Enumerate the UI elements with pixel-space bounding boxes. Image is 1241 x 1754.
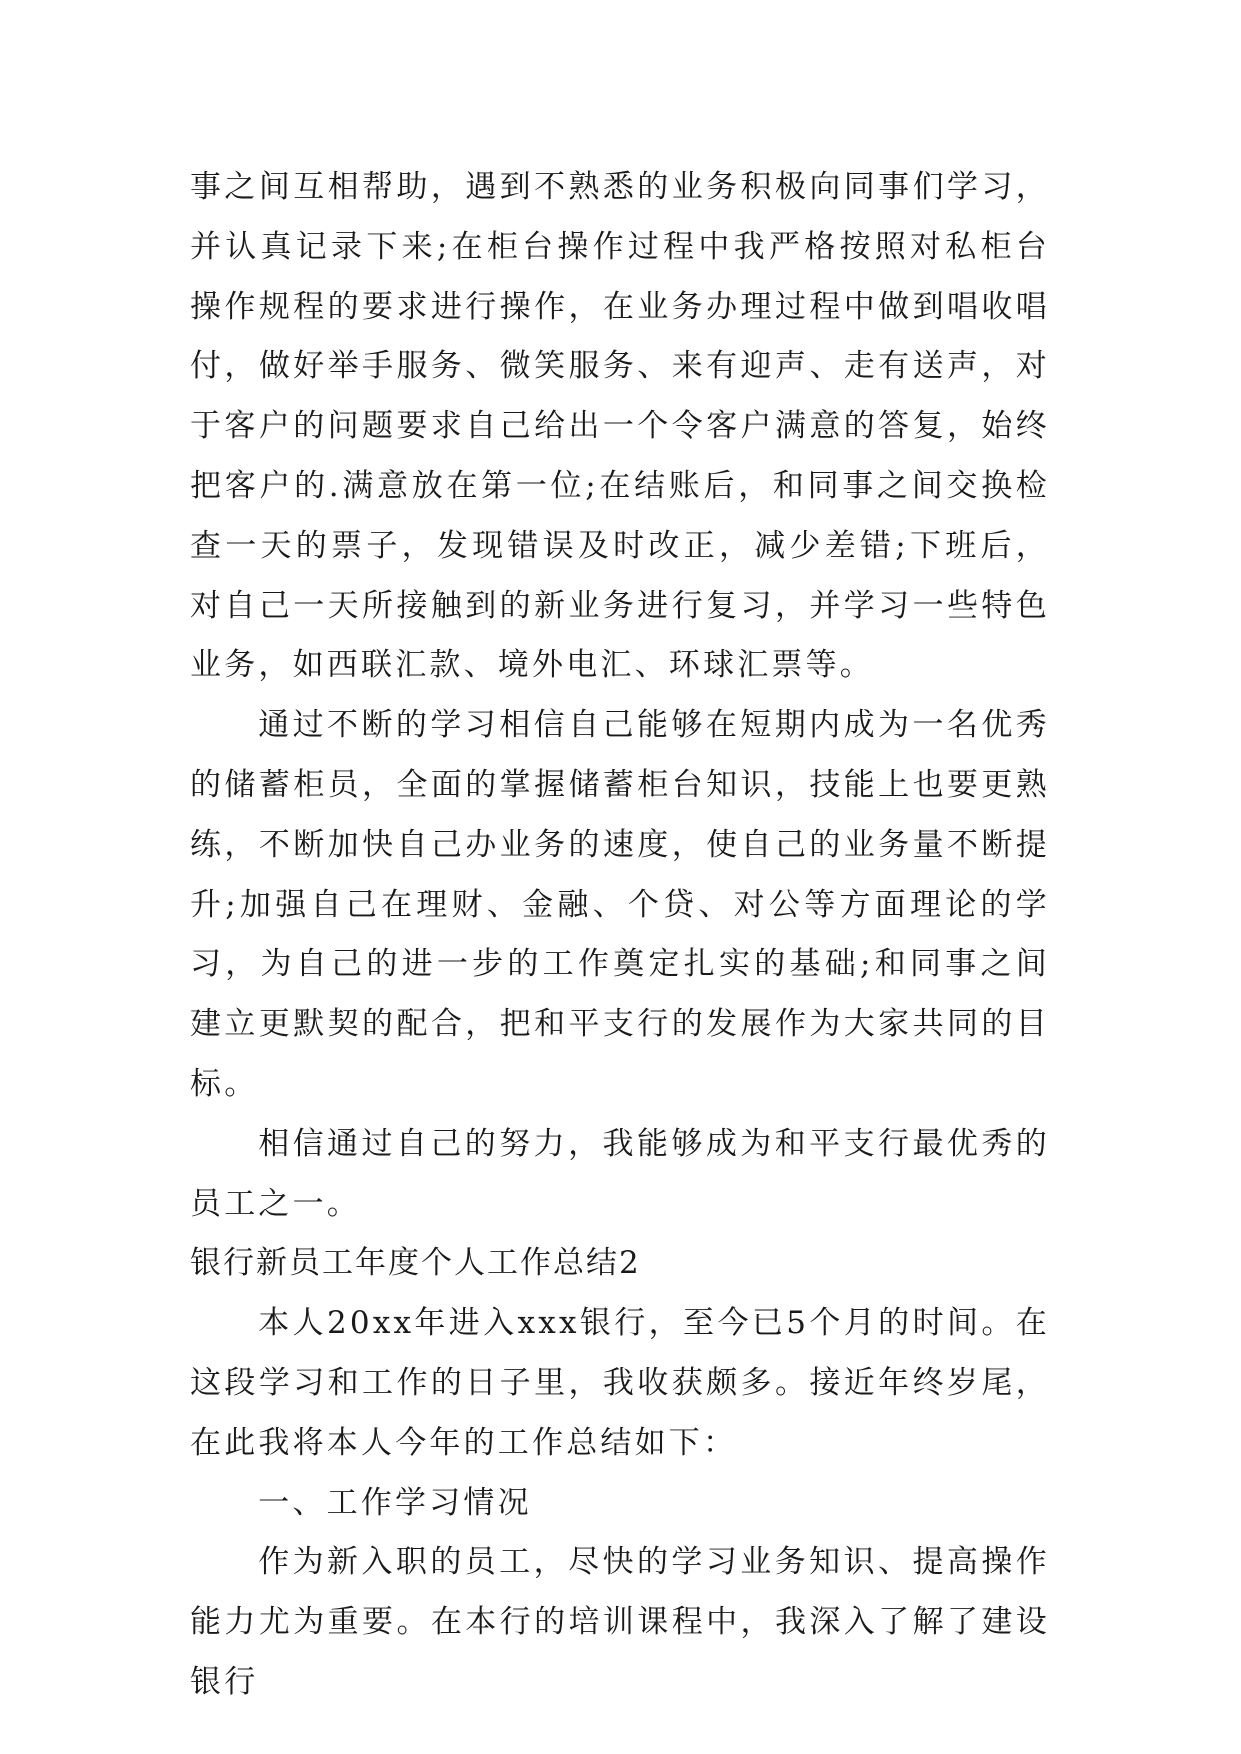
document-body [190, 158, 1050, 1713]
paragraph-conclusion: 相信通过自己的努力，我能够成为和平支行最优秀的员工之一。 [190, 1125, 1050, 1222]
paragraph-learning-goals: 通过不断的学习相信自己能够在短期内成为一名优秀的储蓄柜员，全面的掌握储蓄柜台知识，技能上也要更熟练，不断加快自己办业务的速度，使自己的业务量不断提升;加强自己在理财、金融、个贷、对公等方面理论的学习，为自己的进一步的工作奠定扎实的基础;和同事之间建立更默契的配合，把和平支行的发展作为大家共同的目标。 [190, 707, 1050, 1102]
section-title: 银行新员工年度个人工作总结2 [190, 1245, 641, 1282]
paragraph-work-study: 作为新入职的员工，尽快的学习业务知识、提高操作能力尤为重要。在本行的培训课程中，我深入了解了建设银行 [190, 1544, 1050, 1700]
paragraph-continuation: 事之间互相帮助，遇到不熟悉的业务积极向同事们学习，并认真记录下来;在柜台操作过程中我严格按照对私柜台操作规程的要求进行操作，在业务办理过程中做到唱收唱付，做好举手服务、微笑服务、来有迎声、走有送声，对于客户的问题要求自己给出一个令客户满意的答复，始终把客户的.满意放在第一位;在结账后，和同事之间交换检查一天的票子，发现错误及时改正，减少差错;下班后，对自己一天所接触到的新业务进行复习，并学习一些特色业务，如西联汇款、境外电汇、环球汇票等。 [190, 169, 1050, 684]
paragraph-introduction: 本人20xx年进入xxx银行，至今已5个月的时间。在这段学习和工作的日子里，我收获颇多。接近年终岁尾，在此我将本人今年的工作总结如下： [190, 1305, 1050, 1461]
sub-heading-work-study: 一、工作学习情况 [258, 1484, 532, 1521]
